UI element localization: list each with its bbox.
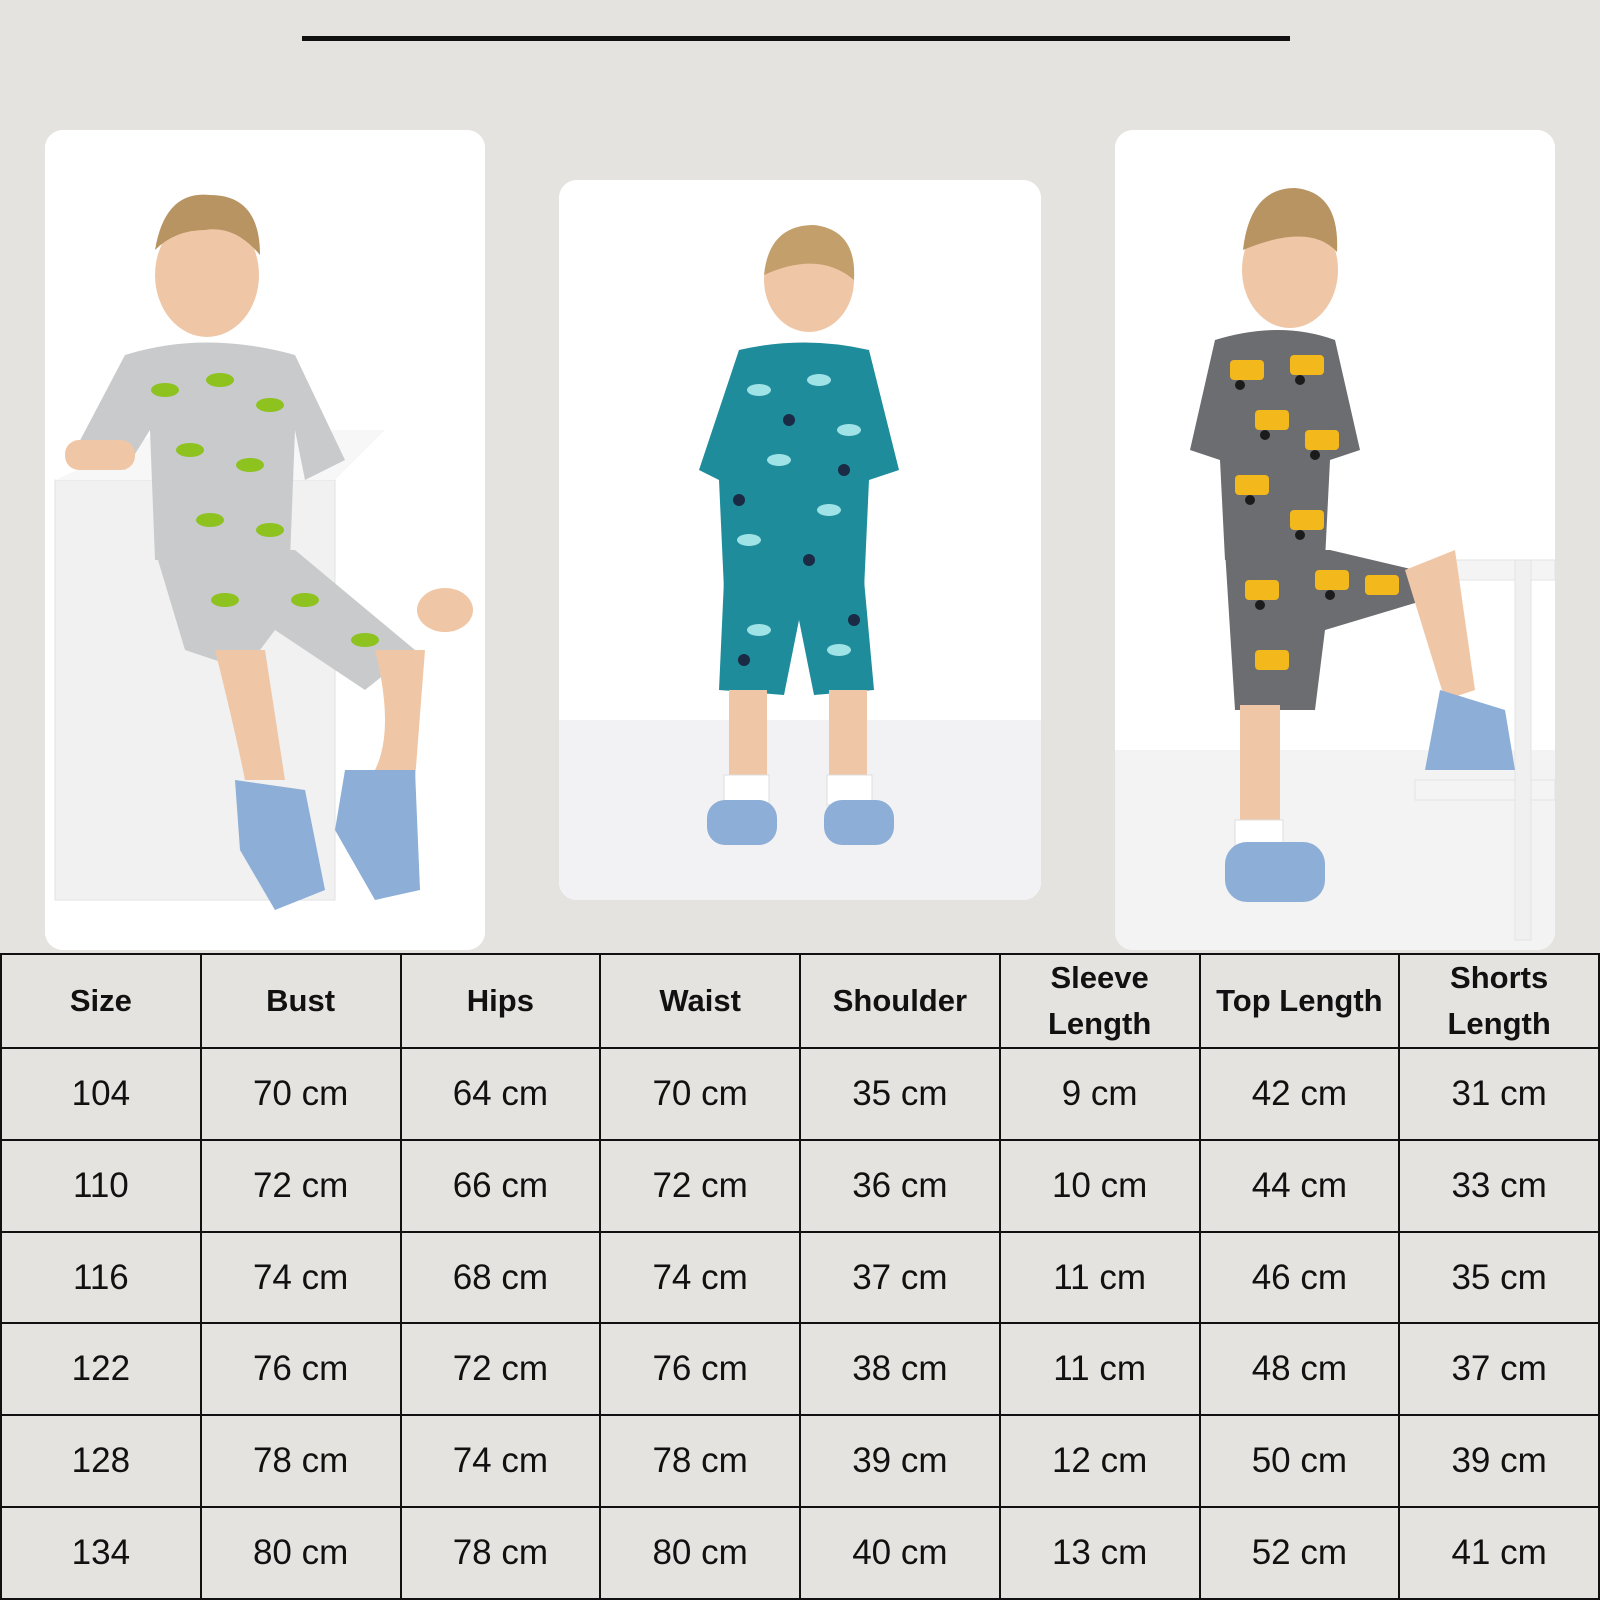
table-cell: 50 cm [1200,1415,1400,1507]
table-cell: 31 cm [1399,1048,1599,1140]
table-cell: 11 cm [1000,1232,1200,1324]
table-cell: 68 cm [401,1232,601,1324]
table-cell: 41 cm [1399,1507,1599,1599]
table-cell: 39 cm [800,1415,1000,1507]
table-cell: 78 cm [401,1507,601,1599]
table-cell: 70 cm [201,1048,401,1140]
header-top-length: Top Length [1200,954,1400,1048]
table-cell: 74 cm [201,1232,401,1324]
header-shorts-length: Shorts Length [1399,954,1599,1048]
boy-standing-illustration [1115,130,1555,950]
table-cell: 74 cm [401,1415,601,1507]
table-cell: 110 [1,1140,201,1232]
table-cell: 76 cm [600,1323,800,1415]
table-cell: 80 cm [201,1507,401,1599]
header-bust: Bust [201,954,401,1048]
table-cell: 35 cm [1399,1232,1599,1324]
header-size: Size [1,954,201,1048]
table-cell: 42 cm [1200,1048,1400,1140]
table-cell: 72 cm [401,1323,601,1415]
header-sleeve-length: Sleeve Length [1000,954,1200,1048]
table-cell: 74 cm [600,1232,800,1324]
table-cell: 66 cm [401,1140,601,1232]
product-photo-back-view [559,180,1041,900]
table-cell: 134 [1,1507,201,1599]
product-photo-seated [45,130,485,950]
product-photo-standing [1115,130,1555,950]
table-cell: 72 cm [600,1140,800,1232]
table-cell: 70 cm [600,1048,800,1140]
header-waist: Waist [600,954,800,1048]
table-cell: 78 cm [600,1415,800,1507]
table-cell: 128 [1,1415,201,1507]
table-row [1,1048,1599,1140]
size-chart-table [0,953,1600,1600]
table-cell: 37 cm [1399,1323,1599,1415]
table-cell: 46 cm [1200,1232,1400,1324]
table-row [1,1140,1599,1232]
table-cell: 122 [1,1323,201,1415]
table-cell: 104 [1,1048,201,1140]
table-cell: 13 cm [1000,1507,1200,1599]
header-shoulder: Shoulder [800,954,1000,1048]
table-header-row [1,954,1599,1048]
table-cell: 48 cm [1200,1323,1400,1415]
table-row [1,1232,1599,1324]
table-row [1,1415,1599,1507]
table-cell: 35 cm [800,1048,1000,1140]
table-cell: 116 [1,1232,201,1324]
table-row [1,1323,1599,1415]
table-cell: 10 cm [1000,1140,1200,1232]
table-cell: 80 cm [600,1507,800,1599]
table-row [1,1507,1599,1599]
table-cell: 39 cm [1399,1415,1599,1507]
table-cell: 38 cm [800,1323,1000,1415]
table-cell: 12 cm [1000,1415,1200,1507]
top-divider-line [302,36,1290,41]
table-cell: 64 cm [401,1048,601,1140]
table-cell: 11 cm [1000,1323,1200,1415]
table-cell: 9 cm [1000,1048,1200,1140]
table-cell: 44 cm [1200,1140,1400,1232]
table-cell: 36 cm [800,1140,1000,1232]
header-hips: Hips [401,954,601,1048]
table-cell: 33 cm [1399,1140,1599,1232]
table-cell: 76 cm [201,1323,401,1415]
table-cell: 78 cm [201,1415,401,1507]
boy-back-illustration [559,180,1041,900]
table-cell: 52 cm [1200,1507,1400,1599]
table-cell: 72 cm [201,1140,401,1232]
table-cell: 40 cm [800,1507,1000,1599]
boy-seated-illustration [45,130,485,950]
table-cell: 37 cm [800,1232,1000,1324]
